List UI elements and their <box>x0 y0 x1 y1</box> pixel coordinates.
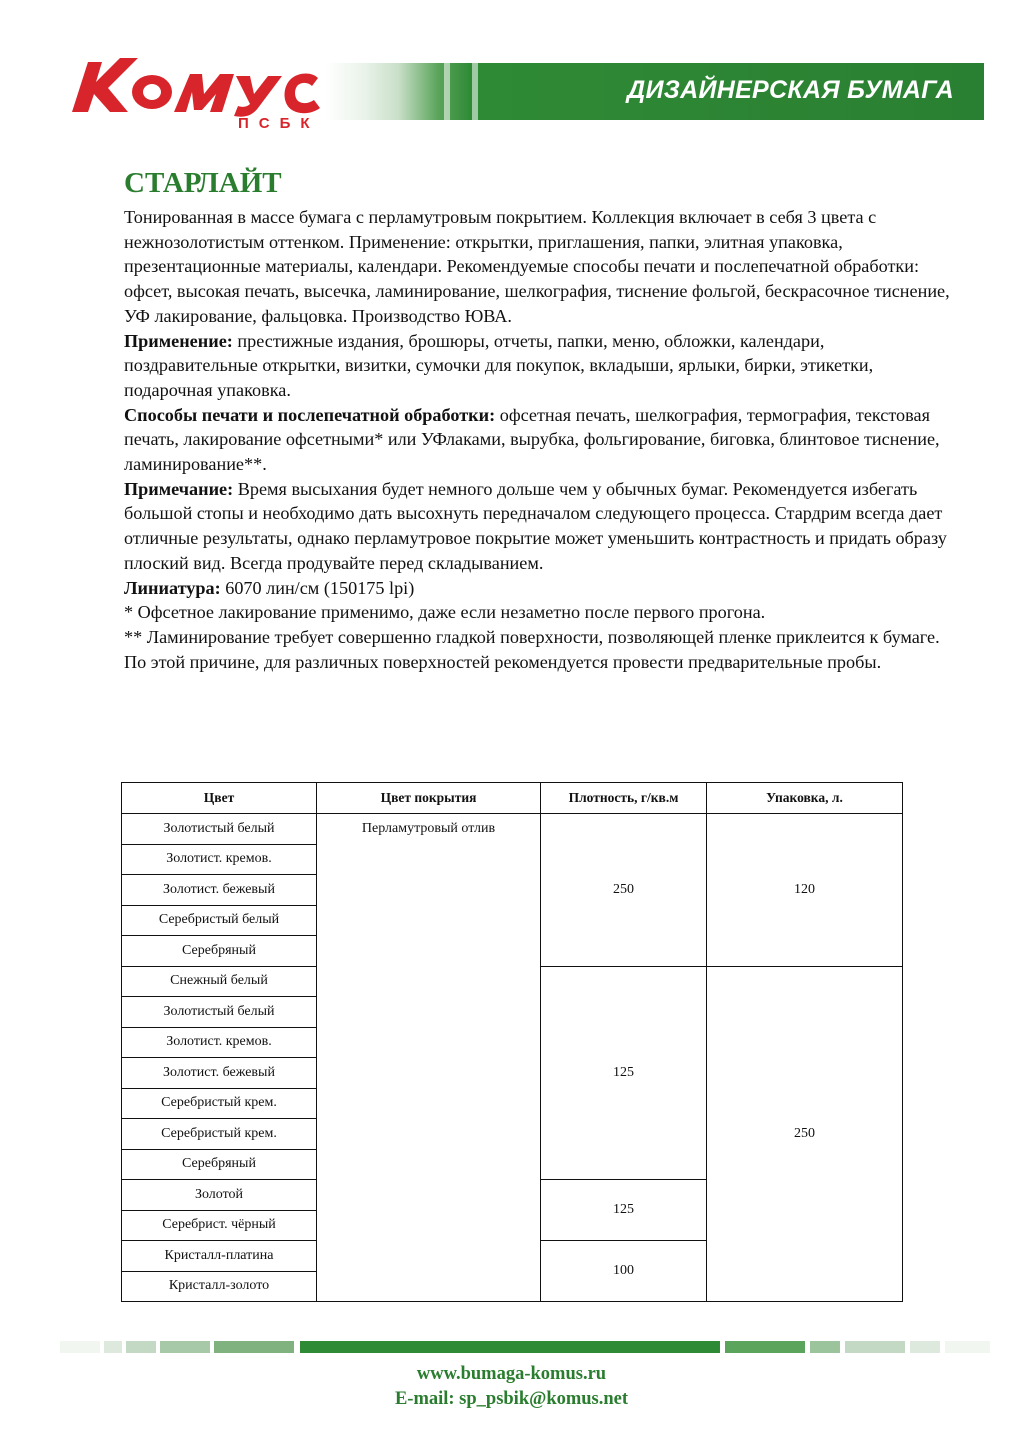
note-label: Примечание: <box>124 478 234 499</box>
application-text: престижные издания, брошюры, отчеты, папки, меню, обложки, календари, поздравительные открытки, визитки, сумочки для покупок, вкладыши, ярлыки, бирки, этикетки, подарочная упаковка. <box>124 330 874 400</box>
density-cell: 125 <box>541 966 707 1180</box>
density-cell: 100 <box>541 1241 707 1302</box>
methods-label: Способы печати и послепечатной обработки: <box>124 404 496 425</box>
color-cell: Золотист. кремов. <box>122 1027 317 1058</box>
header-band <box>326 63 984 120</box>
product-title: СТАРЛАЙТ <box>124 167 282 199</box>
logo-subtitle: ПСБК <box>238 115 320 130</box>
color-cell: Серебристый крем. <box>122 1088 317 1119</box>
color-cell: Золотист. бежевый <box>122 1058 317 1089</box>
lineature-paragraph <box>124 576 954 601</box>
application-paragraph <box>124 329 954 403</box>
color-cell: Серебряный <box>122 936 317 967</box>
application-label: Применение: <box>124 330 233 351</box>
footnote-3: По этой причине, для различных поверхностей рекомендуется провести предварительные пробы. <box>124 651 882 672</box>
lineature-label: Линиатура: <box>124 577 221 598</box>
color-cell: Золотист. бежевый <box>122 875 317 906</box>
color-cell: Снежный белый <box>122 966 317 997</box>
table-row <box>122 814 903 845</box>
spec-table <box>121 782 903 1302</box>
color-cell: Серебристый крем. <box>122 1119 317 1150</box>
color-cell: Золотой <box>122 1180 317 1211</box>
color-cell: Кристалл-золото <box>122 1271 317 1302</box>
header-color: Цвет <box>122 783 317 814</box>
color-cell: Серебрист. чёрный <box>122 1210 317 1241</box>
note-text: Время высыхания будет немного дольше чем у обычных бумаг. Рекомендуется избегать большой стопы и необходимо дать высохнуть передначалом следующего процесса. Стардрим всегда дает отличные результаты, однако перламутровое покрытие может уменьшить контрастность и придать образу плоский вид. Всегда продувайте перед складыванием. <box>124 478 947 573</box>
footer-divider <box>60 1340 990 1354</box>
footer-website-link[interactable]: www.bumaga-komus.ru <box>416 1364 607 1384</box>
product-description: Тонированная в массе бумага с перламутровым покрытием. Коллекция включает в себя 3 цвета с нежнозолотистым оттенком. Применение: открытки, приглашения, папки, элитная упаковка, презентационные материалы, календари. Рекомендуемые способы печати и послепечатной обработки: офсет, высокая печать, высечка, ламинирование, шелкография, тиснение фольгой, бескрасочное тиснение, УФ лакирование, фальцовка. Производство ЮВА. <box>124 207 950 326</box>
komus-logo <box>68 48 326 130</box>
packaging-cell: 120 <box>707 814 903 967</box>
methods-paragraph <box>124 403 954 477</box>
density-cell: 125 <box>541 1180 707 1241</box>
note-paragraph <box>124 477 954 576</box>
footnote-1: * Офсетное лакирование применимо, даже если незаметно после первого прогона. <box>124 602 766 623</box>
header-density: Плотность, г/кв.м <box>541 783 707 814</box>
header-packaging: Упаковка, л. <box>707 783 903 814</box>
color-cell: Золотистый белый <box>122 814 317 845</box>
color-cell: Золотист. кремов. <box>122 844 317 875</box>
footer-email-link[interactable]: E-mail: sp_psbik@komus.net <box>394 1389 629 1409</box>
table-header-row <box>122 783 903 814</box>
packaging-cell: 250 <box>707 966 903 1302</box>
coating-cell: Перламутровый отлив <box>317 814 541 1302</box>
header-title: ДИЗАЙНЕРСКАЯ БУМАГА <box>627 76 954 104</box>
header-coating: Цвет покрытия <box>317 783 541 814</box>
density-cell: 250 <box>541 814 707 967</box>
color-cell: Золотистый белый <box>122 997 317 1028</box>
footnote-2: ** Ламинирование требует совершенно гладкой поверхности, позволяющей пленке приклеится к бумаге. <box>124 626 940 647</box>
lineature-text: 6070 лин/см (150175 lpi) <box>220 577 415 598</box>
color-cell: Кристалл-платина <box>122 1241 317 1272</box>
color-cell: Серебряный <box>122 1149 317 1180</box>
color-cell: Серебристый белый <box>122 905 317 936</box>
methods-text: офсетная печать, шелкография, термография, текстовая печать, лакирование офсетными* или УФлаками, вырубка, фольгирование, биговка, блинтовое тиснение, ламинирование**. <box>124 404 940 475</box>
product-content <box>124 163 954 674</box>
